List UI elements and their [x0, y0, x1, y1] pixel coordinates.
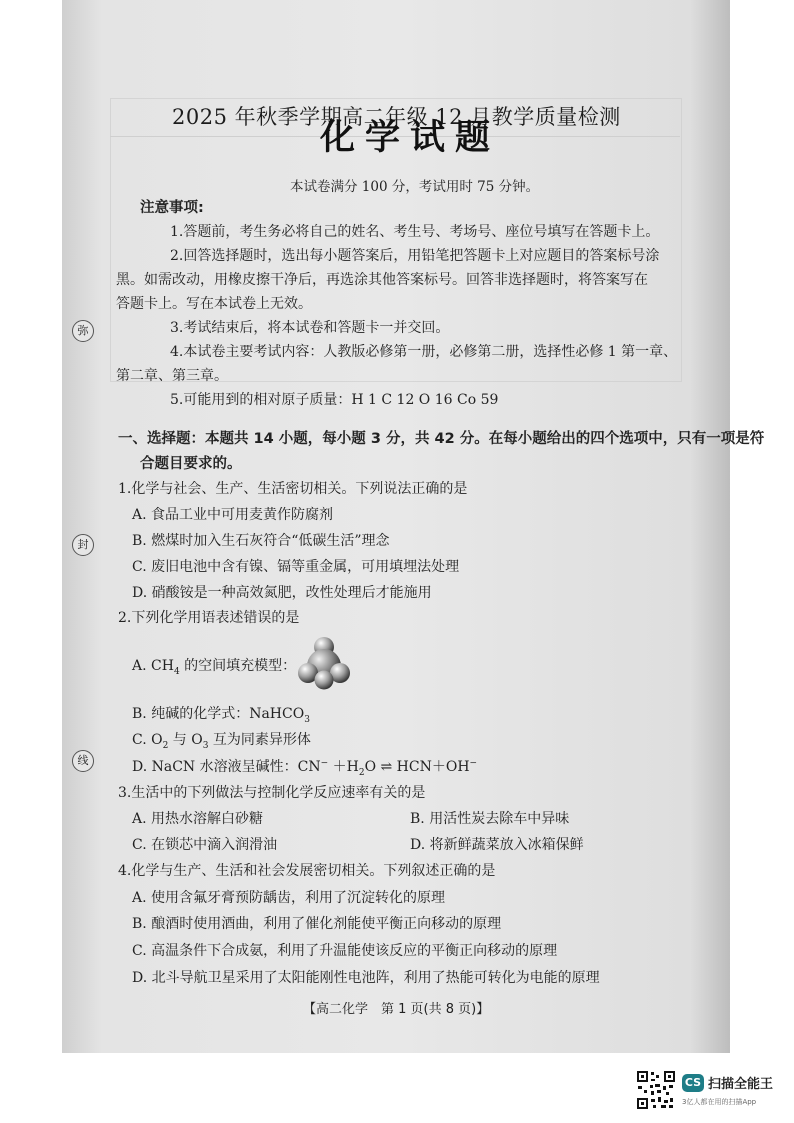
note-line-5: 3.考试结束后，将本试卷和答题卡一并交回。	[170, 320, 450, 336]
scanner-tagline: 3亿人都在用的扫描App	[682, 1098, 757, 1106]
note-line-7: 第二章、第三章。	[116, 368, 228, 384]
q4-option-b: B. 酿酒时使用酒曲，利用了催化剂能使平衡正向移动的原理	[132, 916, 502, 932]
page-footer: 【高二化学 第 1 页(共 8 页)】	[303, 1002, 490, 1017]
q1-option-a: A. 食品工业中可用麦黄作防腐剂	[132, 507, 334, 523]
seal-mark-2: 封	[72, 534, 94, 556]
qr-code-icon	[636, 1070, 676, 1110]
q2-d-text-1: D. NaCN 水溶液呈碱性：CN	[132, 759, 321, 775]
q2-d-sub: 2	[358, 767, 365, 778]
q2-a-text: A. CH	[132, 658, 174, 674]
q2-d-text-2: ＋H	[328, 759, 359, 775]
note-line-3: 黑。如需改动，用橡皮擦干净后，再选涂其他答案标号。回答非选择题时，将答案写在	[116, 272, 648, 288]
note-line-4: 答题卡上。写在本试卷上无效。	[116, 296, 312, 312]
note-line-6: 4.本试卷主要考试内容：人教版必修第一册，必修第二册，选择性必修 1 第一章、	[170, 344, 678, 360]
q2-d-text-3: O ⇌ HCN＋OH	[364, 759, 470, 775]
q3-option-b: B. 用活性炭去除车中异味	[410, 811, 570, 827]
q2-option-a	[132, 655, 296, 677]
q2-option-c	[132, 729, 311, 751]
note-line-2: 2.回答选择题时，选出每小题答案后，用铅笔把答题卡上对应题目的答案标号涂	[170, 248, 660, 264]
section-heading-line-2: 合题目要求的。	[140, 456, 242, 472]
q3-option-a: A. 用热水溶解白砂糖	[132, 811, 264, 827]
scanner-logo-icon: CS	[682, 1074, 704, 1092]
q2-d-sup-1: −	[320, 758, 329, 769]
q2-a-sub: 4	[173, 666, 180, 677]
q4-option-a: A. 使用含氟牙膏预防龋齿，利用了沉淀转化的原理	[132, 890, 446, 906]
q3-option-c: C. 在锁芯中滴入润滑油	[132, 837, 278, 853]
seal-mark-3: 线	[72, 750, 94, 772]
ch4-space-filling-model-icon	[296, 636, 352, 690]
q2-b-sub: 3	[304, 714, 310, 725]
q2-option-b	[132, 703, 310, 725]
q4-option-d: D. 北斗导航卫星采用了太阳能刚性电池阵，利用了热能可转化为电能的原理	[132, 970, 600, 986]
q2-c-sub-2: 3	[202, 740, 209, 751]
q4-stem: 4.化学与生产、生活和社会发展密切相关。下列叙述正确的是	[118, 863, 496, 879]
notes-heading: 注意事项:	[140, 200, 204, 216]
seal-mark-1: 弥	[72, 320, 94, 342]
q2-b-text: B. 纯碱的化学式：NaHCO	[132, 706, 305, 722]
note-line-1: 1.答题前，考生务必将自己的姓名、考生号、考场号、座位号填写在答题卡上。	[170, 224, 660, 240]
q2-a-text-2: 的空间填充模型：	[179, 658, 297, 674]
q2-stem: 2.下列化学用语表述错误的是	[118, 610, 300, 626]
q1-option-c: C. 废旧电池中含有镍、镉等重金属，可用填埋法处理	[132, 559, 460, 575]
q2-c-text-3: 互为同素异形体	[208, 732, 311, 748]
exam-title: 2025 年秋季学期高二年级 12 月教学质量检测	[172, 105, 621, 129]
q2-c-text-2: 与 O	[168, 732, 203, 748]
scanner-app-name: 扫描全能王	[708, 1077, 774, 1092]
q2-option-d	[132, 756, 477, 778]
q1-option-d: D. 硝酸铵是一种高效氮肥，改性处理后才能施用	[132, 585, 432, 601]
subject-title: 化学试题	[320, 117, 501, 158]
q1-option-b: B. 燃煤时加入生石灰符合“低碳生活”理念	[132, 533, 390, 549]
section-heading-line-1: 一、选择题：本题共 14 小题，每小题 3 分，共 42 分。在每小题给出的四个选项中，只有一项是符	[118, 431, 765, 447]
q2-c-sub-1: 2	[162, 740, 169, 751]
q1-stem: 1.化学与社会、生产、生活密切相关。下列说法正确的是	[118, 481, 468, 497]
q2-d-sup-2: −	[469, 758, 478, 769]
q2-c-text-1: C. O	[132, 732, 163, 748]
q4-option-c: C. 高温条件下合成氨，利用了升温能使该反应的平衡正向移动的原理	[132, 943, 558, 959]
note-line-8: 5.可能用到的相对原子质量：H 1 C 12 O 16 Co 59	[170, 392, 499, 408]
q3-option-d: D. 将新鲜蔬菜放入冰箱保鲜	[410, 837, 584, 853]
exam-info: 本试卷满分 100 分，考试用时 75 分钟。	[290, 179, 540, 195]
q3-stem: 3.生活中的下列做法与控制化学反应速率有关的是	[118, 785, 426, 801]
